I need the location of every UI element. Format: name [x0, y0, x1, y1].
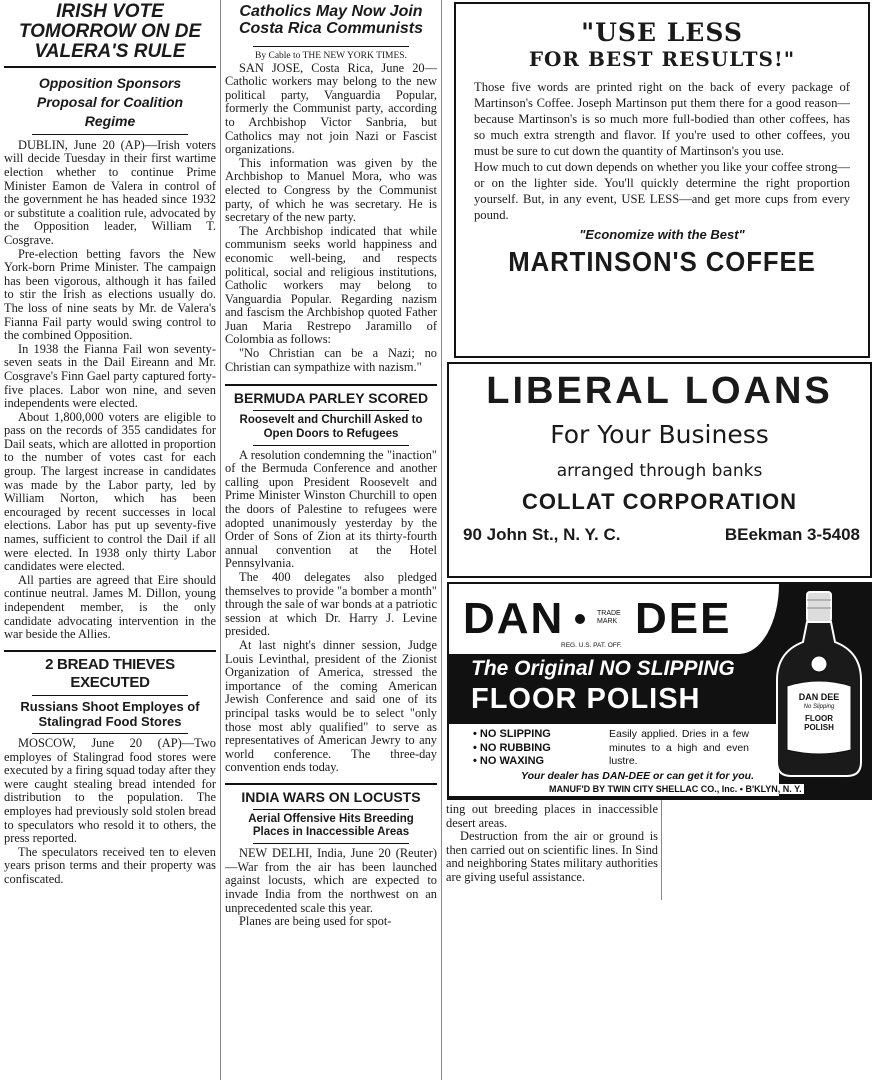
- divider: [253, 46, 409, 47]
- catholics-byline: By Cable to THE NEW YORK TIMES.: [255, 50, 407, 61]
- dan-dee-maker-line: MANUF'D BY TWIN CITY SHELLAC CO., Inc. • B'KLYN, N. Y.: [549, 784, 802, 794]
- bottle-label-product: FLOOR POLISH: [804, 714, 834, 732]
- martinson-paragraph-1: Those five words are printed right on the back of every package of Martinson's Coffee. Joseph Martinson put them there for a good reason—because Martinson's is so much more full-bodied than other coffees, has so much extra strength and flavor. If you're used to other coffees, you must be sure to cut down the quantity of Martinson's you use.: [474, 80, 850, 158]
- irish-headline: IRISH VOTE TOMORROW ON DE VALERA'S RULE: [18, 1, 202, 62]
- bermuda-paragraph-1: A resolution condemning the "inaction" of the Bermuda Conference and another calling upon President Roosevelt and Prime Minister Winston Churchill to open the doors of Palestine to refugees were adopted unanimously yesterday by the Order of Sons of Zion at its thirty-fourth annual convention at the Hotel Pennsylvania.: [225, 447, 437, 571]
- divider: [253, 843, 409, 844]
- bermuda-subhead: Roosevelt and Churchill Asked to Open Doors to Refugees: [239, 414, 423, 440]
- martinson-headline-1: "USE LESS: [581, 18, 743, 47]
- india-continuation-paragraph-1: ting out breeding places in inaccessible desert areas.: [446, 802, 658, 830]
- divider: [32, 733, 188, 734]
- bullet-icon: •: [473, 741, 480, 754]
- collat-contact-row: [463, 525, 860, 545]
- dan-dee-trademark: TRADE MARK: [597, 610, 621, 625]
- collat-line-2: For Your Business: [550, 420, 769, 449]
- bermuda-paragraph-3: At last night's dinner session, Judge Louis Levinthal, president of the Zionist Organization of America, stressed the importance of the coming American Jewish Conference and said one of its principal tasks would be to select "only those most ably qualified" to serve as representatives of American Jewry to any world conference. The three-day convention ends today.: [225, 637, 437, 775]
- bullet-icon: •: [473, 728, 480, 740]
- martinson-brand: MARTINSON'S COFFEE: [508, 246, 816, 277]
- divider: [225, 384, 437, 386]
- catholics-paragraph-2: This information was given by the Archbishop to Manuel Mora, who was elected to Congress by the Communist party, of which he was secretary. He is secretary of the new party.: [225, 155, 437, 225]
- india-headline: INDIA WARS ON LOCUSTS: [241, 788, 421, 805]
- martinson-headline-2: FOR BEST RESULTS!": [528, 47, 796, 71]
- collat-company: COLLAT CORPORATION: [521, 489, 798, 514]
- divider: [4, 650, 216, 652]
- bottle-label-small: No Slipping: [803, 704, 835, 710]
- dan-dee-brand-left: DAN: [463, 594, 565, 643]
- feature-item: [473, 742, 551, 756]
- irish-paragraph-2: Pre-election betting favors the New York-born Prime Minister. The campaign has been vigorous, although it has failed to stir the Irish as elections usually do. The loss of nine seats by Mr. de Valera's Fianna Fail party would swing control to the combined Opposition.: [4, 246, 216, 343]
- irish-subhead: Opposition Sponsors Proposal for Coalition Regime: [36, 74, 184, 129]
- column-rule: [441, 0, 442, 1080]
- collat-loans-ad: [447, 362, 872, 578]
- india-article-body: [225, 847, 437, 929]
- polish-bottle-icon: [773, 590, 865, 780]
- bottle-label-brand: DAN DEE: [798, 692, 840, 702]
- bermuda-headline: BERMUDA PARLEY SCORED: [233, 390, 429, 407]
- feature-label: NO WAXING: [479, 755, 545, 767]
- irish-paragraph-3: In 1938 the Fianna Fail won seventy-seven seats in the Dail Eireann and Mr. Cosgrave's Finn Gael party captured forty-five places. Labor won nine, and seven independents were elected.: [4, 341, 216, 411]
- irish-paragraph-1: DUBLIN, June 20 (AP)—Irish voters will decide Tuesday in their first wartime election whether to continue Prime Minister Eamon de Valera in control of the government he has headed since 1932 or substitute a coalition rule, advocated by the Opposition leader, William T. Cosgrave.: [4, 137, 216, 247]
- collat-phone: BEekman 3-5408: [724, 525, 860, 544]
- india-paragraph-2: Planes are being used for spot-: [239, 914, 392, 929]
- feature-label: NO RUBBING: [479, 741, 551, 754]
- irish-paragraph-4: About 1,800,000 voters are eligible to pass on the records of 355 candidates for Dail seats, which are allotted in proportion to the number of votes cast for each group. The largest increase in candidates was made by the Labor party, led by William Norton, which has been encouraged by recent successes in local elections. Labor has put up seventy-five names, sufficient to control the Dail if all were elected. In 1938 only thirty Labor candidates were elected.: [4, 409, 216, 574]
- collat-line-3: arranged through banks: [556, 461, 763, 481]
- dan-dee-polish-ad: [447, 582, 872, 800]
- column-1: [4, 0, 216, 887]
- dan-dee-product: FLOOR POLISH: [471, 683, 701, 715]
- martinson-slogan: "Economize with the Best": [579, 227, 745, 242]
- collat-headline: LIBERAL LOANS: [486, 370, 833, 412]
- divider: [32, 134, 188, 135]
- irish-paragraph-5: All parties are agreed that Eire should continue neutral. James M. Dillon, young independent member, is the only candidate advocating intervention in the war beside the Allies.: [4, 572, 216, 642]
- catholics-paragraph-1: SAN JOSE, Costa Rica, June 20—Catholic workers may belong to the new political party, Vanguardia Popular, formerly the Communist party, according to Archbishop Victor Sanbria, but Catholics may not join Nazi or Fascist organizations.: [225, 60, 437, 157]
- divider: [32, 695, 188, 696]
- india-continuation-body: [446, 803, 658, 885]
- column-rule: [661, 800, 662, 900]
- divider: [225, 783, 437, 785]
- bread-article-body: [4, 737, 216, 887]
- dan-dee-brand-right: DEE: [635, 594, 732, 643]
- catholics-headline: Catholics May Now Join Costa Rica Communists: [238, 3, 424, 37]
- column-3-continuation: [446, 803, 658, 885]
- dan-dee-dealer-line: Your dealer has DAN-DEE or can get it for you.: [521, 770, 754, 782]
- divider: [253, 445, 409, 446]
- column-2: [225, 0, 437, 929]
- bread-paragraph-2: The speculators received ten to eleven years prison terms and their property was confiscated.: [4, 844, 216, 886]
- collat-address: 90 John St., N. Y. C.: [463, 525, 621, 544]
- bread-paragraph-1: MOSCOW, June 20 (AP)—Two employes of Stalingrad food stores were executed by a firing squad today after they were caught stealing bread intended for distribution to the population. The employes had previously sold stolen bread to speculators who resold it to others, the press reported.: [4, 735, 216, 846]
- feature-item: [473, 755, 551, 769]
- dan-dee-dot: [575, 614, 585, 624]
- catholics-article-body: [225, 62, 437, 375]
- dan-dee-features: [473, 728, 551, 769]
- bread-headline: 2 BREAD THIEVES EXECUTED: [45, 655, 175, 691]
- irish-article-body: [4, 139, 216, 642]
- feature-label: NO SLIPPING: [479, 728, 551, 740]
- bread-subhead: Russians Shoot Employes of Stalingrad Food Stores: [20, 698, 200, 730]
- dan-dee-reg: REG. U.S. PAT. OFF.: [561, 642, 622, 649]
- column-rule: [220, 0, 221, 1080]
- dan-dee-description: Easily applied. Dries in a few minutes to a high and even lustre.: [609, 728, 749, 767]
- divider: [253, 809, 409, 810]
- bermuda-paragraph-2: The 400 delegates also pledged themselves to provide "a bomber a month" through the sale of war bonds at a patriotic session at which Dr. Harry J. Levine presided.: [225, 569, 437, 639]
- bermuda-article-body: [225, 449, 437, 775]
- feature-item: [473, 728, 551, 742]
- india-continuation-paragraph-2: Destruction from the air or ground is then carried out on scientific lines. In Sind and neighboring States military authorities are giving useful assistance.: [446, 829, 658, 884]
- india-subhead: Aerial Offensive Hits Breeding Places in Inaccessible Areas: [248, 812, 414, 839]
- india-paragraph-1: NEW DELHI, India, June 20 (Reuter)—War from the air has been launched against locusts, which are expected to invade India from the northwest on an unprecedented scale this year.: [225, 846, 437, 915]
- divider: [253, 410, 409, 411]
- martinson-copy: [474, 79, 850, 223]
- bullet-icon: •: [473, 755, 480, 767]
- divider: [4, 66, 216, 68]
- catholics-paragraph-3: The Archbishop indicated that while communism seeks world happiness and economic well-being, and respects political, social and religious institutions, Catholic workers may belong to Vanguardia Popular. Regarding nazism and fascism the Archbishop quoted Father Juan Maria Restrepo Jaramillo of Colombia as follows:: [225, 223, 437, 347]
- martinson-coffee-ad: [454, 2, 870, 358]
- catholics-paragraph-4: "No Christian can be a Nazi; no Christian can sympathize with nazism.": [225, 346, 437, 374]
- martinson-paragraph-2: How much to cut down depends on whether you like your coffee strong—or on the lighter side. You'll quickly determine the right proportion yourself. But, in any event, USE LESS—and get more cups from every pound.: [474, 160, 850, 222]
- dan-dee-tagline: The Original NO SLIPPING: [471, 657, 735, 680]
